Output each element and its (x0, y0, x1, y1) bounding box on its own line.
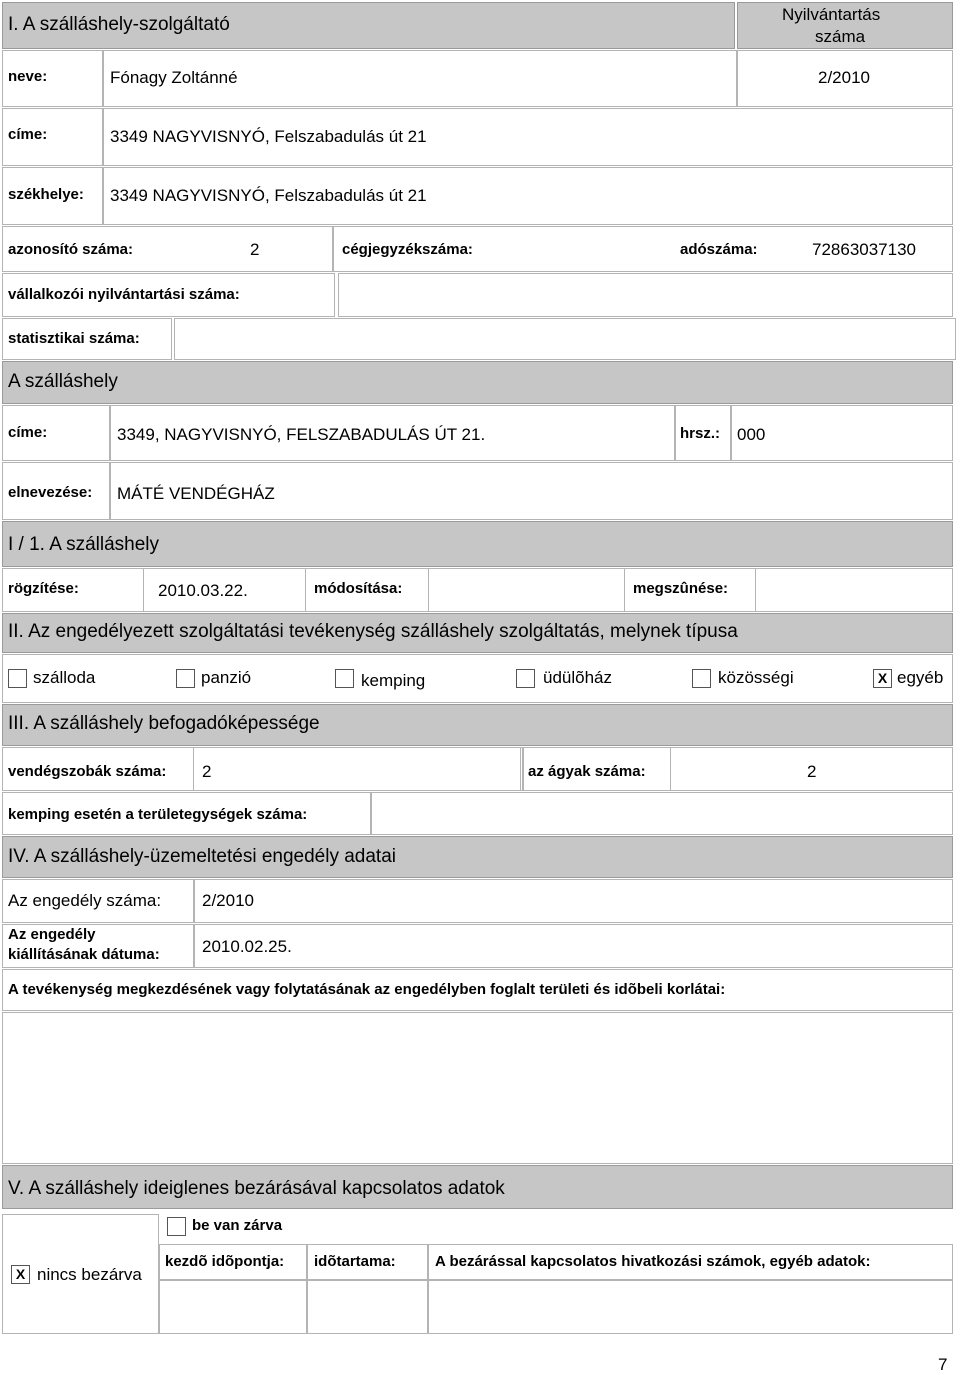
closed-label: be van zárva (192, 1217, 283, 1234)
limits-label: A tevékenység megkezdésének vagy folytatásának az engedélyben foglalt területi és idõbeli korlátai: (8, 981, 726, 998)
beds-value: 2 (807, 762, 817, 781)
type-checkbox-community[interactable] (692, 669, 711, 688)
section1-title: I. A szálláshely-szolgáltató (8, 14, 230, 35)
type-label-hotel: szálloda (33, 668, 96, 687)
rooms-cell (193, 747, 521, 791)
accommodation-address-value: 3349, NAGYVISNYÓ, FELSZABADULÁS ÚT 21. (117, 425, 486, 444)
permit-number-cell (194, 879, 953, 923)
identifier-label: azonosító száma: (8, 241, 134, 258)
permit-date-cell (194, 924, 953, 968)
type-label-camping: kemping (361, 671, 426, 690)
closure-duration-value-cell[interactable] (307, 1280, 428, 1334)
type-checkbox-camping[interactable] (335, 669, 354, 688)
permit-date-label-1: Az engedély (8, 926, 96, 943)
type-label-guesthouse: panzió (201, 668, 252, 687)
accommodation-header (2, 361, 953, 404)
closed-checkbox[interactable] (167, 1217, 186, 1236)
closure-refs-value-cell[interactable] (428, 1280, 953, 1334)
statistical-number-label: statisztikai száma: (8, 330, 140, 347)
provider-name-label: neve: (8, 68, 48, 85)
accommodation-name-value: MÁTÉ VENDÉGHÁZ (117, 484, 275, 503)
recorded-value: 2010.03.22. (158, 581, 248, 600)
permit-date-label-2: kiállításának dátuma: (8, 946, 160, 963)
permit-number-label: Az engedély száma: (8, 891, 162, 910)
permit-date-value: 2010.02.25. (202, 937, 292, 956)
type-label-community: közösségi (718, 668, 794, 687)
hrsz-value: 000 (737, 425, 766, 444)
identifier-row (2, 226, 953, 272)
ended-label: megszûnése: (633, 580, 729, 597)
recorded-label: rögzítése: (8, 580, 79, 597)
type-label-other: egyéb (897, 668, 944, 687)
statistical-value-cell (174, 318, 956, 360)
registration-number-value: 2/2010 (818, 68, 870, 87)
divider (332, 226, 334, 272)
registration-number-label-1: Nyilvántartás (782, 5, 881, 24)
provider-address-value: 3349 NAGYVISNYÓ, Felszabadulás út 21 (110, 127, 427, 146)
hrsz-label: hrsz.: (680, 425, 721, 442)
closure-refs-label: A bezárással kapcsolatos hivatkozási számok, egyéb adatok: (435, 1253, 871, 1270)
type-label-holiday-home: üdülõház (543, 668, 613, 687)
identifier-value: 2 (250, 240, 260, 259)
entrepreneur-value-cell (338, 273, 953, 317)
limits-value-cell (2, 1012, 953, 1164)
registration-number-label-2: száma (815, 27, 866, 46)
provider-address-label: címe: (8, 126, 48, 143)
no-closure-checkbox[interactable]: X (11, 1265, 30, 1284)
section1-1-title: I / 1. A szálláshely (8, 534, 160, 555)
tax-number-label: adószáma: (680, 241, 758, 258)
section3-title: III. A szálláshely befogadóképessége (8, 713, 320, 734)
ended-cell (755, 568, 953, 612)
type-checkbox-guesthouse[interactable] (176, 669, 195, 688)
divider (522, 747, 524, 791)
closure-start-label: kezdõ idõpontja: (165, 1253, 285, 1270)
provider-name-value: Fónagy Zoltánné (110, 68, 238, 87)
accommodation-address-label: címe: (8, 424, 48, 441)
type-checkbox-hotel[interactable] (8, 669, 27, 688)
accommodation-title: A szálláshely (8, 371, 118, 392)
rooms-value: 2 (202, 762, 212, 781)
closure-duration-label: idõtartama: (314, 1253, 396, 1270)
section4-title: IV. A szálláshely-üzemeltetési engedély adatai (8, 846, 396, 867)
service-types-row (2, 654, 953, 703)
camping-units-label: kemping esetén a területegységek száma: (8, 806, 308, 823)
modified-label: módosítása: (314, 580, 403, 597)
accommodation-name-label: elnevezése: (8, 484, 93, 501)
permit-number-value: 2/2010 (202, 891, 254, 910)
type-checkbox-other[interactable]: X (873, 669, 892, 688)
tax-number-value: 72863037130 (812, 240, 917, 259)
modified-cell (428, 568, 625, 612)
provider-seat-label: székhelye: (8, 186, 84, 203)
beds-label: az ágyak száma: (528, 763, 646, 780)
company-register-label: cégjegyzékszáma: (342, 241, 473, 258)
provider-seat-value: 3349 NAGYVISNYÓ, Felszabadulás út 21 (110, 186, 427, 205)
page-number: 7 (938, 1355, 948, 1374)
closure-start-value-cell[interactable] (159, 1280, 307, 1334)
rooms-label: vendégszobák száma: (8, 763, 167, 780)
section2-title: II. Az engedélyezett szolgáltatási tevékenység szálláshely szolgáltatás, melynek típusa (8, 621, 738, 642)
type-checkbox-holiday-home[interactable] (516, 669, 535, 688)
no-closure-label: nincs bezárva (37, 1265, 142, 1284)
camping-units-cell (371, 792, 953, 835)
section5-title: V. A szálláshely ideiglenes bezárásával kapcsolatos adatok (8, 1178, 505, 1199)
entrepreneur-register-label: vállalkozói nyilvántartási száma: (8, 286, 240, 303)
